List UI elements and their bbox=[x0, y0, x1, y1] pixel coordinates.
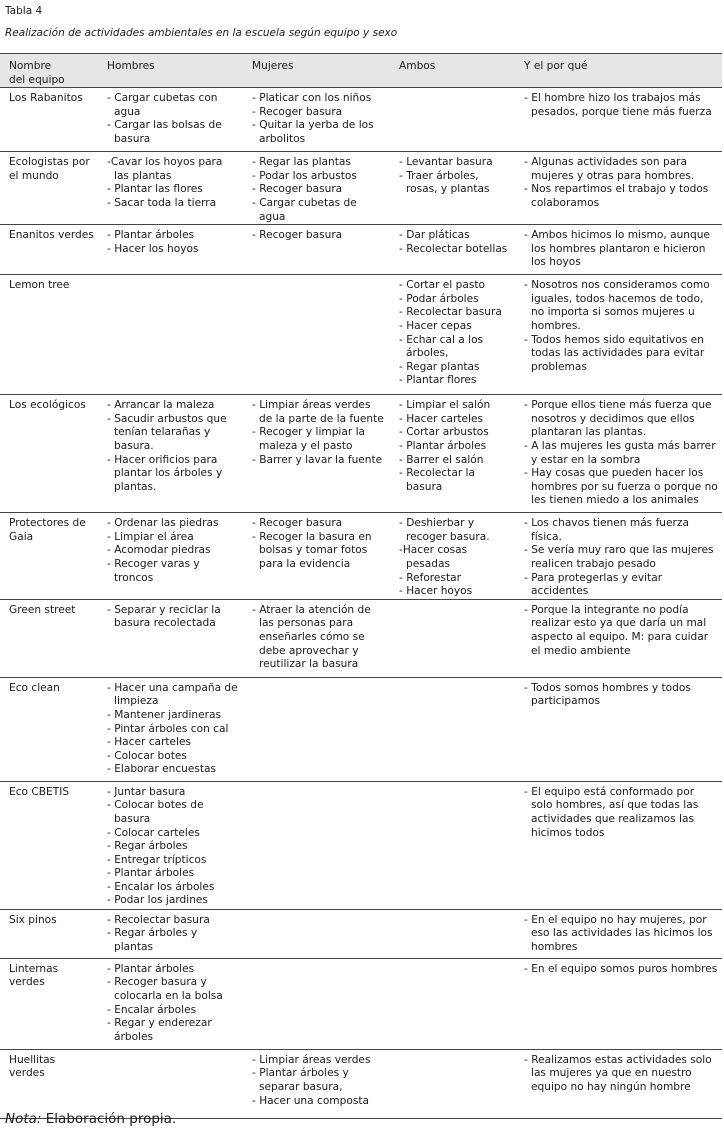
list-item: - Reforestar bbox=[399, 571, 461, 584]
team-name-cell: Eco CBETIS bbox=[0, 781, 98, 909]
list-item: - En el equipo somos puros hombres bbox=[524, 962, 718, 975]
hombres-cell bbox=[98, 225, 243, 275]
table-title: Realización de actividades ambientales en la escuela según equipo y sexo bbox=[5, 27, 398, 39]
list-item: - Recoger basura bbox=[252, 183, 343, 196]
list-item: - Levantar basura bbox=[399, 156, 493, 169]
ambos-cell bbox=[390, 958, 515, 1049]
mujeres-cell bbox=[243, 513, 390, 600]
list-item: - Acomodar piedras bbox=[107, 544, 211, 557]
list-item: - Regar árboles y plantas bbox=[107, 927, 198, 953]
porque-list bbox=[524, 786, 718, 840]
ambos-list bbox=[399, 517, 511, 599]
list-item: - Pintar árboles con cal bbox=[107, 722, 229, 735]
header-porque: Y el por qué bbox=[515, 54, 722, 88]
ambos-list bbox=[399, 229, 511, 256]
hombres-list bbox=[107, 963, 239, 1045]
list-item: - Echar cal a los árboles, bbox=[399, 333, 484, 360]
hombres-cell bbox=[98, 88, 243, 152]
header-hombres: Hombres bbox=[98, 54, 243, 88]
list-item: - Recoger varas y troncos bbox=[107, 557, 200, 584]
hombres-cell bbox=[98, 677, 243, 781]
list-item: - Recolectar botellas bbox=[399, 242, 508, 255]
ambos-cell bbox=[390, 677, 515, 781]
list-item: - Separar y reciclar la basura recolectada bbox=[107, 603, 221, 630]
mujeres-cell bbox=[243, 1049, 390, 1118]
list-item: - Hacer los hoyos bbox=[107, 242, 199, 255]
porque-list bbox=[524, 229, 718, 270]
mujeres-cell bbox=[243, 677, 390, 781]
list-item: - Traer árboles, rosas, y plantas bbox=[399, 169, 490, 196]
list-item: - Plantar árboles bbox=[107, 229, 195, 242]
hombres-cell bbox=[98, 275, 243, 395]
list-item: - Cargar cubetas de agua bbox=[252, 196, 357, 223]
list-item: - Regar árboles bbox=[107, 840, 188, 853]
list-item: - Sacar toda la tierra bbox=[107, 196, 217, 209]
ambos-cell bbox=[390, 909, 515, 958]
ambos-cell bbox=[390, 88, 515, 152]
hombres-list bbox=[107, 786, 239, 908]
list-item: - Plantar las flores bbox=[107, 183, 203, 196]
activities-table bbox=[0, 53, 722, 1119]
team-name-cell: Protectores de Gaia bbox=[0, 513, 98, 600]
hombres-cell bbox=[98, 395, 243, 513]
list-item: - Atraer la atención de las personas para enseñarles cómo se debe aprovechar y reutilizar la basura bbox=[252, 603, 371, 671]
list-item: - Hacer carteles bbox=[399, 412, 484, 425]
list-item: - El equipo está conformado por solo hombres, así que todas las actividades que realizamos las hicimos todos bbox=[524, 785, 699, 839]
porque-cell bbox=[515, 909, 722, 958]
list-item: - Colocar carteles bbox=[107, 826, 200, 839]
team-name-cell: Enanitos verdes bbox=[0, 225, 98, 275]
list-item: - Algunas actividades son para mujeres y otras para hombres. bbox=[524, 156, 695, 182]
list-item: - Realizamos estas actividades solo las mujeres ya que en nuestro equipo no hay ningún hombre bbox=[524, 1053, 712, 1093]
ambos-list bbox=[399, 279, 511, 388]
list-item: - Ordenar las piedras bbox=[107, 517, 219, 530]
hombres-list bbox=[107, 156, 239, 210]
list-item: - Recoger basura bbox=[252, 105, 343, 118]
team-name-cell: Ecologistas por el mundo bbox=[0, 152, 98, 225]
list-item: - Colocar botes de basura bbox=[107, 799, 204, 825]
ambos-cell bbox=[390, 395, 515, 513]
list-item: - Juntar basura bbox=[107, 785, 186, 798]
list-item: -Cavar los hoyos para las plantas bbox=[107, 156, 223, 182]
team-name-cell: Huellitas verdes bbox=[0, 1049, 98, 1118]
list-item: - Plantar árboles bbox=[107, 867, 195, 880]
list-item: - Cortar arbustos bbox=[399, 426, 489, 439]
hombres-list bbox=[107, 604, 239, 631]
list-item: - Hacer hoyos bbox=[399, 585, 473, 598]
list-item: - Arrancar la maleza bbox=[107, 399, 215, 412]
hombres-list bbox=[107, 517, 239, 585]
hombres-list bbox=[107, 399, 239, 494]
porque-list bbox=[524, 517, 718, 599]
list-item: - Platicar con los niños bbox=[252, 92, 372, 105]
list-item: - Porque la integrante no podía realizar esto ya que daría un mal aspecto al equipo. M: para cuidar el medio ambiente bbox=[524, 603, 709, 657]
mujeres-list bbox=[252, 156, 386, 224]
list-item: - Recoger basura bbox=[252, 229, 343, 242]
list-item: - Entregar trípticos bbox=[107, 853, 207, 866]
porque-cell bbox=[515, 1049, 722, 1118]
table-row bbox=[0, 599, 722, 677]
list-item: - Barrer y lavar la fuente bbox=[252, 453, 383, 466]
table-note bbox=[5, 1111, 176, 1127]
list-item: - Podar los jardines bbox=[107, 894, 208, 907]
porque-cell bbox=[515, 88, 722, 152]
team-name-cell: Six pinos bbox=[0, 909, 98, 958]
ambos-cell bbox=[390, 152, 515, 225]
list-item: - Podar los arbustos bbox=[252, 169, 357, 182]
mujeres-cell bbox=[243, 958, 390, 1049]
list-item: - Recoger y limpiar la maleza y el pasto bbox=[252, 426, 366, 452]
list-item: - Plantar árboles bbox=[399, 439, 487, 452]
ambos-cell bbox=[390, 599, 515, 677]
porque-list bbox=[524, 914, 718, 955]
table-label: Tabla 4 bbox=[5, 5, 43, 17]
porque-list bbox=[524, 963, 718, 977]
list-item: -Hacer cosas pesadas bbox=[399, 544, 468, 570]
porque-list bbox=[524, 279, 718, 374]
table-row bbox=[0, 225, 722, 275]
header-mujeres: Mujeres bbox=[243, 54, 390, 88]
table-row bbox=[0, 1049, 722, 1118]
hombres-cell bbox=[98, 1049, 243, 1118]
list-item: - Ambos hicimos lo mismo, aunque los hombres plantaron e hicieron los hoyos bbox=[524, 229, 710, 269]
hombres-list bbox=[107, 914, 239, 955]
note-text: Elaboración propia. bbox=[41, 1111, 177, 1127]
team-name-cell: Los ecológicos bbox=[0, 395, 98, 513]
hombres-cell bbox=[98, 513, 243, 600]
ambos-cell bbox=[390, 275, 515, 395]
team-name-cell: Los Rabanitos bbox=[0, 88, 98, 152]
list-item: - Deshierbar y recoger basura. bbox=[399, 517, 490, 543]
list-item: - Para protegerlas y evitar accidentes bbox=[524, 571, 663, 598]
porque-cell bbox=[515, 275, 722, 395]
table-row bbox=[0, 958, 722, 1049]
list-item: - Encalar los árboles bbox=[107, 880, 215, 893]
ambos-list bbox=[399, 399, 511, 494]
team-name-cell: Lemon tree bbox=[0, 275, 98, 395]
list-item: - Colocar botes bbox=[107, 749, 187, 762]
mujeres-list bbox=[252, 399, 386, 467]
list-item: - En el equipo no hay mujeres, por eso las actividades las hicimos los hombres bbox=[524, 913, 713, 953]
porque-cell bbox=[515, 225, 722, 275]
list-item: - Hacer carteles bbox=[107, 736, 192, 749]
list-item: - Se vería muy raro que las mujeres realicen trabajo pesado bbox=[524, 544, 714, 570]
mujeres-list bbox=[252, 92, 386, 146]
table-row bbox=[0, 909, 722, 958]
hombres-cell bbox=[98, 781, 243, 909]
list-item: - Plantar flores bbox=[399, 374, 477, 387]
list-item: - Recolectar la basura bbox=[399, 467, 475, 493]
porque-list bbox=[524, 92, 718, 119]
list-item: - Cargar cubetas con agua bbox=[107, 92, 218, 118]
header-row bbox=[0, 54, 722, 88]
team-name-cell: Linternas verdes bbox=[0, 958, 98, 1049]
mujeres-list bbox=[252, 229, 386, 243]
list-item: - Cargar las bolsas de basura bbox=[107, 119, 222, 145]
table-row bbox=[0, 781, 722, 909]
team-name-cell: Green street bbox=[0, 599, 98, 677]
mujeres-cell bbox=[243, 781, 390, 909]
mujeres-list bbox=[252, 1054, 386, 1108]
list-item: - Limpiar el salón bbox=[399, 399, 491, 412]
mujeres-cell bbox=[243, 225, 390, 275]
list-item: - Recolectar basura bbox=[107, 913, 210, 926]
ambos-cell bbox=[390, 1049, 515, 1118]
list-item: - Regar y enderezar árboles bbox=[107, 1017, 212, 1043]
list-item: - Cortar el pasto bbox=[399, 279, 485, 292]
hombres-list bbox=[107, 682, 239, 777]
list-item: - Mantener jardineras bbox=[107, 708, 222, 721]
list-item: - Plantar árboles y separar basura, bbox=[252, 1067, 349, 1093]
porque-cell bbox=[515, 677, 722, 781]
list-item: - Todos hemos sido equitativos en todas las actividades para evitar problemas bbox=[524, 333, 705, 373]
mujeres-cell bbox=[243, 909, 390, 958]
mujeres-cell bbox=[243, 599, 390, 677]
list-item: - Barrer el salón bbox=[399, 453, 484, 466]
porque-list bbox=[524, 682, 718, 709]
list-item: - Plantar árboles bbox=[107, 962, 195, 975]
mujeres-list bbox=[252, 517, 386, 571]
list-item: - Recoger basura y colocarla en la bolsa bbox=[107, 976, 223, 1002]
porque-cell bbox=[515, 513, 722, 600]
porque-list bbox=[524, 1054, 718, 1095]
list-item: - Hacer cepas bbox=[399, 319, 472, 332]
hombres-list bbox=[107, 92, 239, 146]
team-name-cell: Eco clean bbox=[0, 677, 98, 781]
table-row bbox=[0, 88, 722, 152]
list-item: - Dar pláticas bbox=[399, 229, 470, 242]
list-item: - Hacer una composta bbox=[252, 1094, 369, 1107]
list-item: - Nosotros nos consideramos como iguales, todos hacemos de todo, no importa si somos mujeres u hombres. bbox=[524, 279, 710, 332]
list-item: - Hacer una campaña de limpieza bbox=[107, 681, 238, 708]
header-team: Nombre del equipo bbox=[0, 54, 98, 88]
note-label: Nota: bbox=[5, 1111, 42, 1127]
list-item: - Regar las plantas bbox=[252, 156, 351, 169]
list-item: - Encalar árboles bbox=[107, 1003, 197, 1016]
hombres-cell bbox=[98, 599, 243, 677]
list-item: - El hombre hizo los trabajos más pesados, porque tiene más fuerza bbox=[524, 92, 712, 118]
table-row bbox=[0, 395, 722, 513]
list-item: - Nos repartimos el trabajo y todos colaboramos bbox=[524, 183, 709, 209]
ambos-cell bbox=[390, 781, 515, 909]
hombres-cell bbox=[98, 909, 243, 958]
table-row bbox=[0, 677, 722, 781]
list-item: - Regar plantas bbox=[399, 360, 480, 373]
list-item: - Sacudir arbustos que tenían telarañas y basura. bbox=[107, 412, 227, 452]
porque-list bbox=[524, 604, 718, 658]
list-item: - A las mujeres les gusta más barrer y estar en la sombra bbox=[524, 439, 716, 466]
porque-cell bbox=[515, 781, 722, 909]
list-item: - Todos somos hombres y todos participamos bbox=[524, 681, 691, 708]
table-row bbox=[0, 152, 722, 225]
list-item: - Recolectar basura bbox=[399, 306, 502, 319]
list-item: - Hay cosas que pueden hacer los hombres por su fuerza o porque no les tienen miedo a los animales bbox=[524, 467, 718, 507]
ambos-cell bbox=[390, 513, 515, 600]
porque-list bbox=[524, 156, 718, 210]
hombres-list bbox=[107, 229, 239, 256]
ambos-list bbox=[399, 156, 511, 197]
mujeres-cell bbox=[243, 395, 390, 513]
mujeres-cell bbox=[243, 88, 390, 152]
table-row bbox=[0, 513, 722, 600]
list-item: - Limpiar el área bbox=[107, 530, 194, 543]
porque-cell bbox=[515, 599, 722, 677]
hombres-cell bbox=[98, 958, 243, 1049]
list-item: - Quitar la yerba de los arbolitos bbox=[252, 119, 374, 145]
mujeres-list bbox=[252, 604, 386, 672]
list-item: - Limpiar áreas verdes bbox=[252, 1053, 371, 1066]
list-item: - Porque ellos tiene más fuerza que nosotros y decidimos que ellos plantaran las plantas. bbox=[524, 399, 712, 439]
hombres-cell bbox=[98, 152, 243, 225]
header-ambos: Ambos bbox=[390, 54, 515, 88]
mujeres-cell bbox=[243, 152, 390, 225]
porque-cell bbox=[515, 958, 722, 1049]
list-item: - Limpiar áreas verdes de la parte de la fuente bbox=[252, 399, 384, 425]
list-item: - Podar árboles bbox=[399, 292, 479, 305]
porque-cell bbox=[515, 152, 722, 225]
mujeres-cell bbox=[243, 275, 390, 395]
list-item: - Elaborar encuestas bbox=[107, 763, 217, 776]
porque-cell bbox=[515, 395, 722, 513]
list-item: - Hacer orificios para plantar los árboles y plantas. bbox=[107, 453, 223, 493]
list-item: - Los chavos tienen más fuerza física. bbox=[524, 517, 689, 543]
table-row bbox=[0, 275, 722, 395]
table-body bbox=[0, 88, 722, 1119]
porque-list bbox=[524, 399, 718, 508]
ambos-cell bbox=[390, 225, 515, 275]
list-item: - Recoger la basura en bolsas y tomar fotos para la evidencia bbox=[252, 530, 372, 570]
list-item: - Recoger basura bbox=[252, 517, 343, 530]
